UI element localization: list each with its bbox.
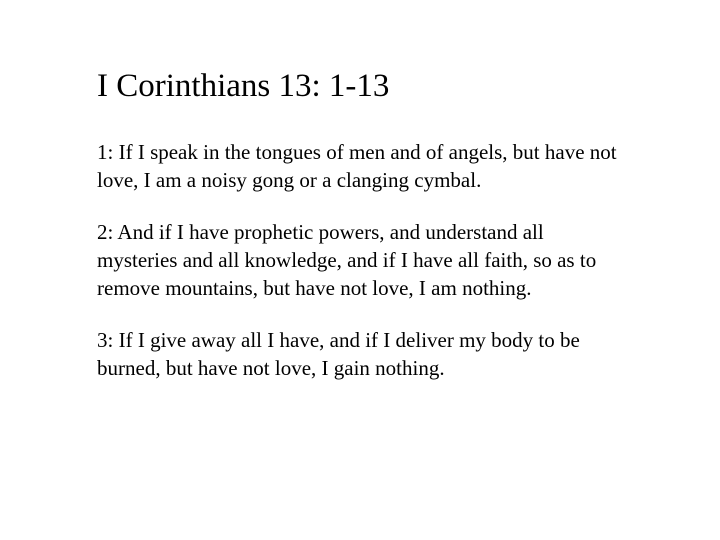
verse-list [97,138,627,406]
verse-3: 3: If I give away all I have, and if I deliver my body to be burned, but have not love, I gain nothing. [97,328,580,380]
verse-2: 2: And if I have prophetic powers, and understand all mysteries and all knowledge, and if I have all faith, so as to remove mountains, but have not love, I am nothing. [97,220,597,300]
slide-title: I Corinthians 13: 1-13 [97,68,390,104]
verse-1: 1: If I speak in the tongues of men and of angels, but have not love, I am a noisy gong or a clanging cymbal. [97,140,617,192]
